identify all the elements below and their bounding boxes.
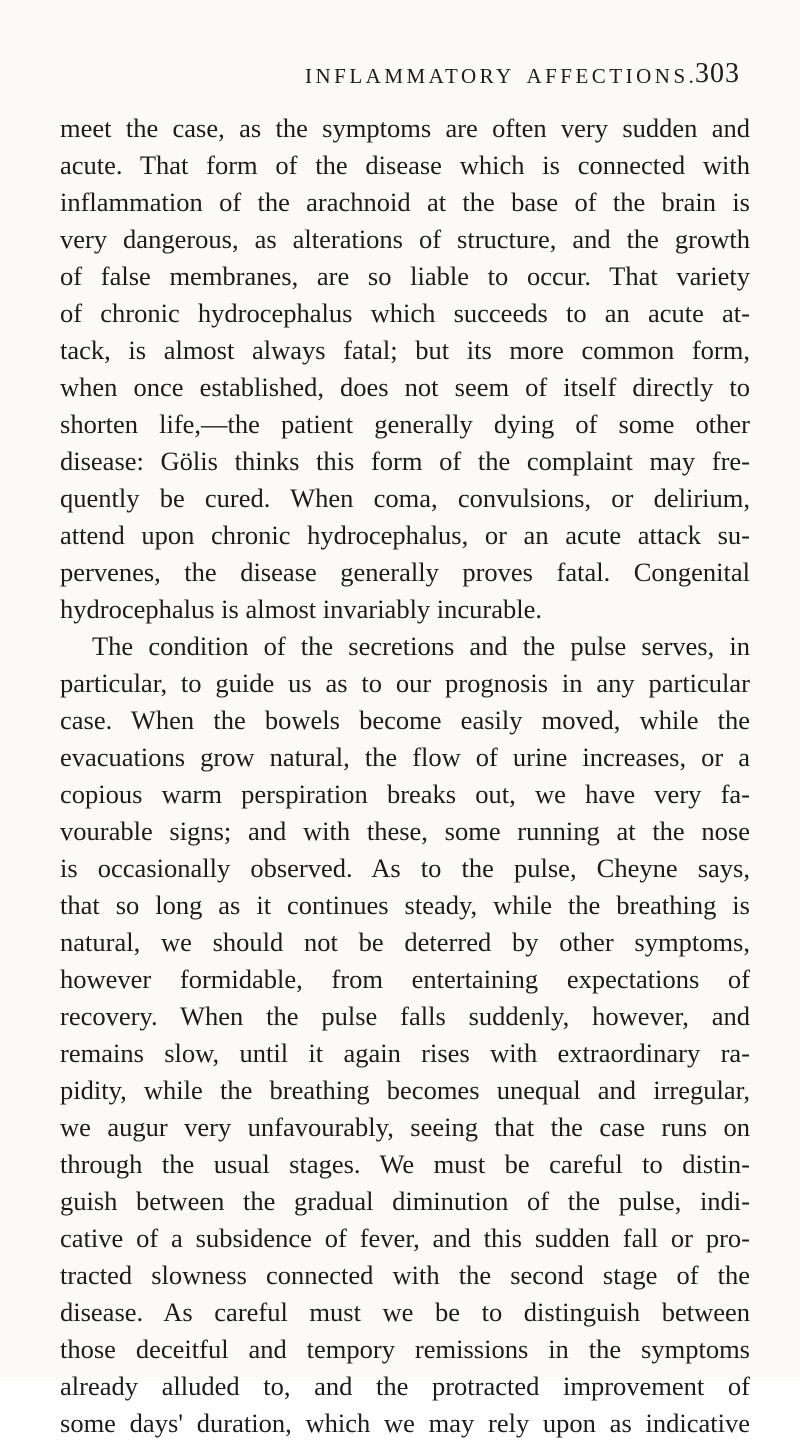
text-line: that so long as it continues steady, while the breathing is	[60, 890, 750, 920]
text-line: of chronic hydrocephalus which succeeds to an acute at-	[60, 298, 750, 328]
text-line: particular, to guide us as to our prognosis in any particular	[60, 668, 750, 698]
text-line: recovery. When the pulse falls suddenly, however, and	[60, 1001, 750, 1031]
text-line: natural, we should not be deterred by other symptoms,	[60, 927, 750, 957]
text-line: inflammation of the arachnoid at the base of the brain is	[60, 187, 750, 217]
text-line: through the usual stages. We must be careful to distin-	[60, 1149, 750, 1179]
text-line: disease. As careful must we be to distinguish between	[60, 1297, 750, 1327]
text-line: is occasionally observed. As to the pulse, Cheyne says,	[60, 853, 750, 883]
text-line: acute. That form of the disease which is connected with	[60, 150, 750, 180]
running-header	[60, 60, 740, 100]
text-line: very dangerous, as alterations of structure, and the growth	[60, 224, 750, 254]
text-line: remains slow, until it again rises with extraordinary ra-	[60, 1038, 750, 1068]
text-line: tack, is almost always fatal; but its more common form,	[60, 335, 750, 365]
text-line: those deceitful and tempory remissions in the symptoms	[60, 1334, 750, 1364]
text-line: case. When the bowels become easily moved, while the	[60, 705, 750, 735]
text-line: tracted slowness connected with the second stage of the	[60, 1260, 750, 1290]
body-text	[60, 110, 750, 1442]
page-number: 303	[695, 58, 740, 89]
text-line: pervenes, the disease generally proves fatal. Congenital	[60, 557, 750, 587]
text-line: copious warm perspiration breaks out, we have very fa-	[60, 779, 750, 809]
text-line: already alluded to, and the protracted improvement of	[60, 1371, 750, 1401]
text-line: however formidable, from entertaining expectations of	[60, 964, 750, 994]
text-line: of false membranes, are so liable to occur. That variety	[60, 261, 750, 291]
text-line: vourable signs; and with these, some running at the nose	[60, 816, 750, 846]
running-title: INFLAMMATORY AFFECTIONS.	[305, 64, 698, 88]
text-line: some days' duration, which we may rely upon as indicative	[60, 1408, 750, 1438]
paragraph-end-line: hydrocephalus is almost invariably incurable.	[60, 594, 543, 624]
text-line: quently be cured. When coma, convulsions, or delirium,	[60, 483, 750, 513]
text-line: cative of a subsidence of fever, and this sudden fall or pro-	[60, 1223, 750, 1253]
text-line: guish between the gradual diminution of the pulse, indi-	[60, 1186, 750, 1216]
text-line: we augur very unfavourably, seeing that the case runs on	[60, 1112, 750, 1142]
text-line: attend upon chronic hydrocephalus, or an acute attack su-	[60, 520, 750, 550]
text-line: disease: Gölis thinks this form of the complaint may fre-	[60, 446, 750, 476]
paragraph-start-line: The condition of the secretions and the pulse serves, in	[92, 631, 750, 661]
text-line: meet the case, as the symptoms are often very sudden and	[60, 113, 750, 143]
text-line: evacuations grow natural, the flow of urine increases, or a	[60, 742, 750, 772]
text-line: shorten life,—the patient generally dying of some other	[60, 409, 750, 439]
text-line: pidity, while the breathing becomes unequal and irregular,	[60, 1075, 750, 1105]
text-line: when once established, does not seem of itself directly to	[60, 372, 750, 402]
